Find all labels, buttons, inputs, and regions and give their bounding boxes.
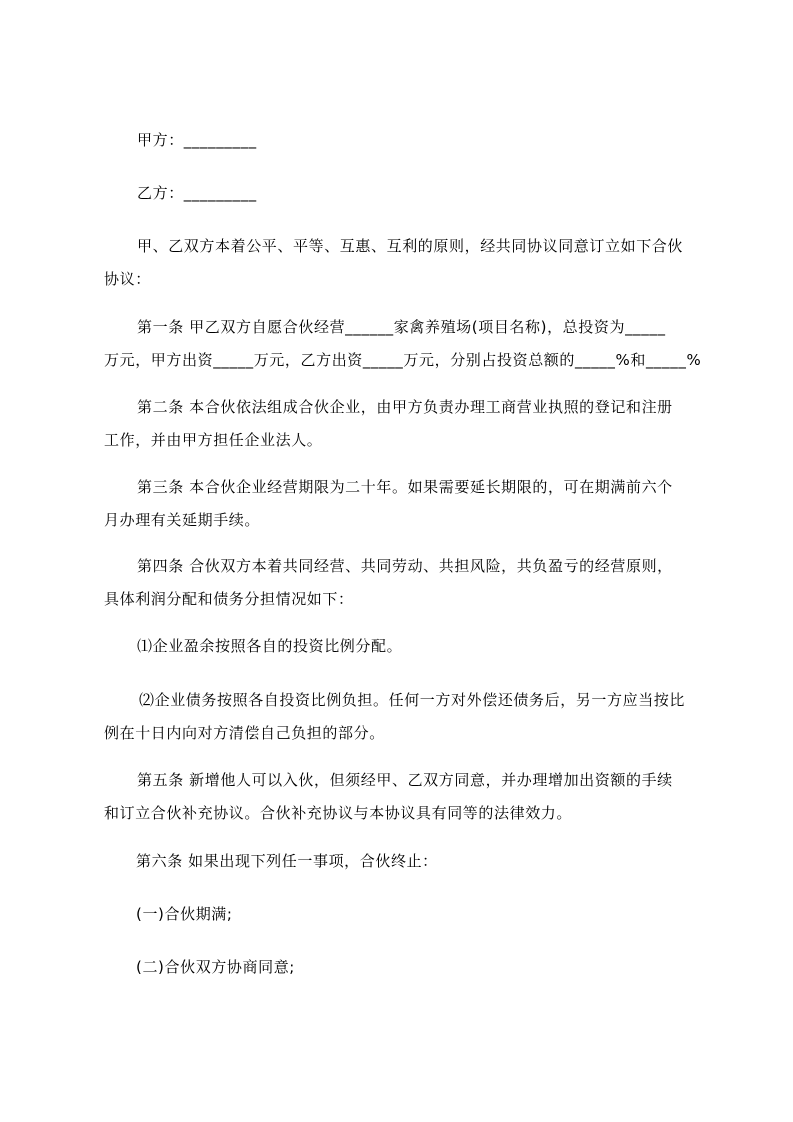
article-1-line-1: 第一条 甲乙双方自愿合伙经营______家禽养殖场(项目名称)，总投资为_____ bbox=[137, 318, 666, 336]
item-2-line-2: 例在十日内向对方清偿自己负担的部分。 bbox=[104, 724, 385, 742]
intro-paragraph bbox=[104, 230, 704, 296]
intro-line-1: 甲、乙双方本着公平、平等、互惠、互利的原则，经共同协议同意订立如下合伙 bbox=[137, 237, 684, 255]
party-b-text: 乙方：_________ bbox=[137, 184, 257, 202]
item-2-line-1: ⑵企业债务按照各自投资比例负担。任何一方对外偿还债务后，另一方应当按比 bbox=[139, 691, 686, 709]
article-3-line-2: 月办理有关延期手续。 bbox=[104, 511, 261, 529]
item-2-paragraph bbox=[104, 684, 704, 750]
article-5-paragraph bbox=[104, 764, 704, 830]
article-5-line-1: 第五条 新增他人可以入伙，但须经甲、乙双方同意，并办理增加出资额的手续 bbox=[137, 771, 673, 789]
article-4-paragraph bbox=[104, 550, 704, 616]
term-1-paragraph bbox=[136, 898, 736, 931]
article-2-line-2: 工作，并由甲方担任企业法人。 bbox=[104, 431, 323, 449]
article-1-paragraph bbox=[104, 311, 704, 377]
article-3-line-1: 第三条 本合伙企业经营期限为二十年。如果需要延长期限的，可在期满前六个 bbox=[137, 478, 673, 496]
item-1-paragraph bbox=[137, 630, 737, 663]
article-2-line-1: 第二条 本合伙依法组成合伙企业，由甲方负责办理工商营业执照的登记和注册 bbox=[137, 398, 673, 416]
article-6-text: 第六条 如果出现下列任一事项，合伙终止： bbox=[136, 852, 438, 870]
item-1-text: ⑴企业盈余按照各自的投资比例分配。 bbox=[137, 637, 403, 655]
term-2-text: (二)合伙双方协商同意; bbox=[136, 958, 295, 976]
party-a-text: 甲方：_________ bbox=[137, 131, 257, 149]
article-3-paragraph bbox=[104, 471, 704, 537]
article-6-paragraph bbox=[136, 845, 736, 878]
party-a-line bbox=[137, 124, 737, 157]
article-2-paragraph bbox=[104, 391, 704, 457]
term-2-paragraph bbox=[136, 951, 736, 984]
article-5-line-2: 和订立合伙补充协议。合伙补充协议与本协议具有同等的法律效力。 bbox=[104, 804, 573, 822]
party-b-line bbox=[137, 177, 737, 210]
article-4-line-1: 第四条 合伙双方本着共同经营、共同劳动、共担风险，共负盈亏的经营原则， bbox=[137, 557, 673, 575]
article-4-line-2: 具体利润分配和债务分担情况如下： bbox=[104, 590, 354, 608]
term-1-text: (一)合伙期满; bbox=[136, 905, 233, 923]
intro-line-2: 协议： bbox=[104, 270, 151, 288]
article-1-line-2: 万元，甲方出资_____万元，乙方出资_____万元，分别占投资总额的_____%和_____% bbox=[104, 351, 702, 369]
